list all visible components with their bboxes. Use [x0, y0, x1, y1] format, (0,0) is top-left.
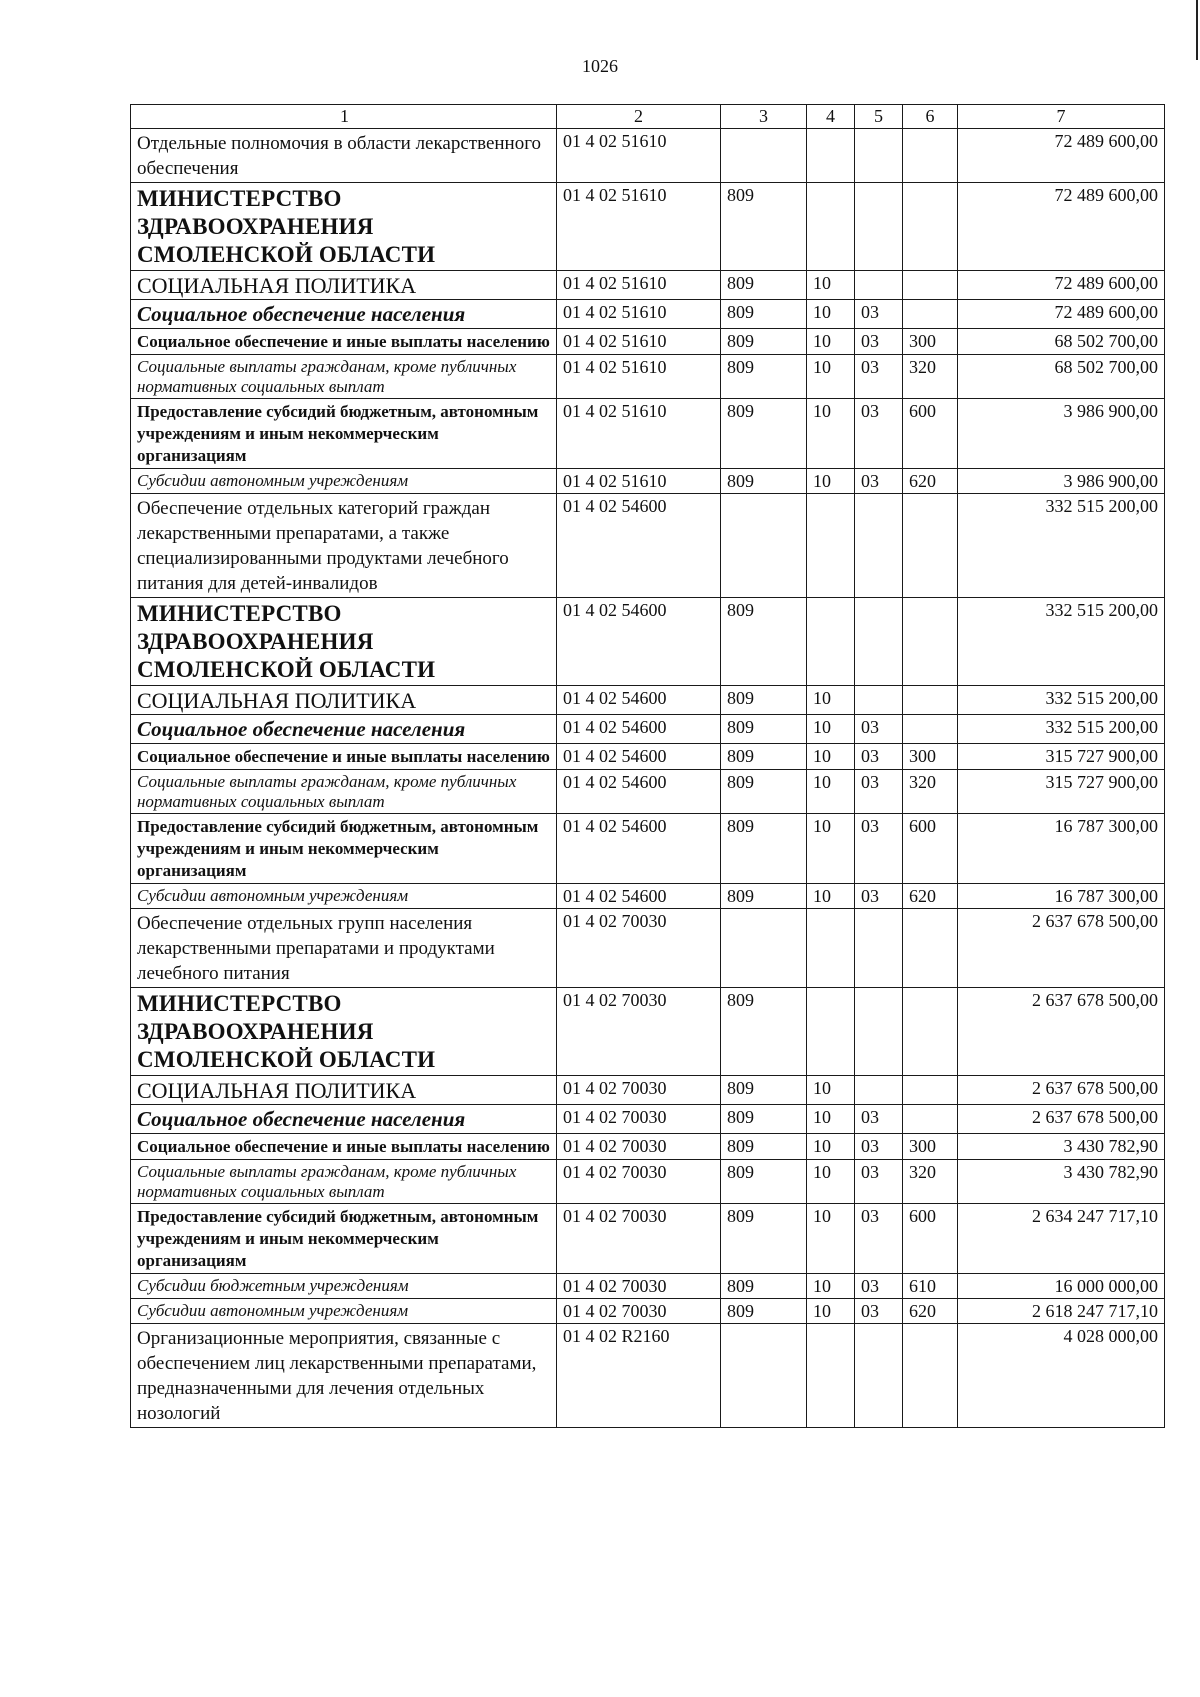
row-subsection-cell: 03: [855, 814, 903, 884]
row-section-cell: 10: [807, 715, 855, 744]
row-expense-type-cell: 600: [903, 399, 958, 469]
row-sum-cell: 72 489 600,00: [958, 300, 1165, 329]
row-code-cell: 01 4 02 54600: [557, 770, 721, 814]
table-row: [131, 183, 1165, 271]
table-row: [131, 129, 1165, 183]
row-gr-cell: 809: [721, 469, 807, 494]
row-sum-cell: 72 489 600,00: [958, 183, 1165, 271]
row-name-text: Социальное обеспечение и иные выплаты населению: [137, 747, 550, 766]
row-section-cell: [807, 988, 855, 1076]
row-code-cell: 01 4 02 70030: [557, 1076, 721, 1105]
row-expense-type-cell: 620: [903, 1299, 958, 1324]
row-sum-cell: 16 787 300,00: [958, 814, 1165, 884]
row-section-cell: [807, 129, 855, 183]
row-sum-cell: 3 986 900,00: [958, 399, 1165, 469]
row-expense-type-cell: [903, 1105, 958, 1134]
table-row: [131, 744, 1165, 770]
row-name-cell: [131, 1274, 557, 1299]
row-name-cell: [131, 744, 557, 770]
table-row: [131, 686, 1165, 715]
row-section-cell: 10: [807, 329, 855, 355]
row-code-cell: 01 4 02 54600: [557, 884, 721, 909]
row-name-text: Предоставление субсидий бюджетным, автономным учреждениям и иным некоммерческим организациям: [137, 817, 539, 880]
row-code-cell: 01 4 02 54600: [557, 494, 721, 598]
row-sum-cell: 3 430 782,90: [958, 1134, 1165, 1160]
row-name-text: Социальное обеспечение и иные выплаты населению: [137, 1137, 550, 1156]
row-sum-cell: 332 515 200,00: [958, 686, 1165, 715]
row-section-cell: 10: [807, 1204, 855, 1274]
row-gr-cell: 809: [721, 399, 807, 469]
row-code-cell: 01 4 02 R2160: [557, 1324, 721, 1428]
row-code-cell: 01 4 02 54600: [557, 715, 721, 744]
row-code-cell: 01 4 02 70030: [557, 1105, 721, 1134]
row-expense-type-cell: [903, 909, 958, 988]
scan-edge-mark: [1196, 0, 1198, 60]
header-cell-section: 4: [807, 105, 855, 129]
row-name-text: Социальные выплаты гражданам, кроме публичных нормативных социальных выплат: [137, 772, 517, 811]
row-code-cell: 01 4 02 70030: [557, 909, 721, 988]
row-subsection-cell: 03: [855, 355, 903, 399]
row-code-cell: 01 4 02 70030: [557, 1160, 721, 1204]
row-subsection-cell: [855, 183, 903, 271]
row-subsection-cell: [855, 988, 903, 1076]
table-row: [131, 715, 1165, 744]
row-name-text: МИНИСТЕРСТВО ЗДРАВООХРАНЕНИЯ СМОЛЕНСКОЙ ОБЛАСТИ: [137, 601, 436, 682]
row-name-text: Организационные мероприятия, связанные с обеспечением лиц лекарственными препаратами, предназначенными для лечения отдельных нозологий: [137, 1328, 537, 1424]
row-subsection-cell: [855, 1076, 903, 1105]
row-code-cell: 01 4 02 51610: [557, 329, 721, 355]
row-name-text: Отдельные полномочия в области лекарственного обеспечения: [137, 133, 542, 179]
row-gr-cell: 809: [721, 715, 807, 744]
table-row: [131, 355, 1165, 399]
row-gr-cell: 809: [721, 300, 807, 329]
row-name-cell: [131, 329, 557, 355]
row-section-cell: 10: [807, 770, 855, 814]
row-name-text: Социальные выплаты гражданам, кроме публичных нормативных социальных выплат: [137, 1162, 517, 1201]
row-section-cell: 10: [807, 1274, 855, 1299]
budget-table: [130, 104, 1165, 1428]
row-gr-cell: [721, 129, 807, 183]
row-name-cell: [131, 399, 557, 469]
table-row: [131, 988, 1165, 1076]
row-name-cell: [131, 686, 557, 715]
row-expense-type-cell: 300: [903, 329, 958, 355]
row-section-cell: 10: [807, 271, 855, 300]
row-code-cell: 01 4 02 51610: [557, 355, 721, 399]
table-body: [131, 105, 1165, 1428]
row-code-cell: 01 4 02 51610: [557, 271, 721, 300]
row-code-cell: 01 4 02 51610: [557, 469, 721, 494]
row-subsection-cell: [855, 909, 903, 988]
row-name-cell: [131, 355, 557, 399]
row-name-text: Субсидии автономным учреждениям: [137, 886, 409, 905]
row-expense-type-cell: [903, 715, 958, 744]
row-code-cell: 01 4 02 54600: [557, 598, 721, 686]
row-section-cell: 10: [807, 686, 855, 715]
table-row: [131, 1160, 1165, 1204]
row-code-cell: 01 4 02 54600: [557, 814, 721, 884]
row-section-cell: 10: [807, 1076, 855, 1105]
row-expense-type-cell: [903, 686, 958, 715]
row-sum-cell: 3 430 782,90: [958, 1160, 1165, 1204]
row-section-cell: 10: [807, 1134, 855, 1160]
row-section-cell: 10: [807, 469, 855, 494]
row-expense-type-cell: 300: [903, 744, 958, 770]
row-name-text: МИНИСТЕРСТВО ЗДРАВООХРАНЕНИЯ СМОЛЕНСКОЙ ОБЛАСТИ: [137, 186, 436, 267]
row-name-text: Социальное обеспечение населения: [137, 1107, 466, 1131]
row-sum-cell: 332 515 200,00: [958, 494, 1165, 598]
row-subsection-cell: 03: [855, 300, 903, 329]
row-name-text: СОЦИАЛЬНАЯ ПОЛИТИКА: [137, 1078, 417, 1103]
row-name-text: СОЦИАЛЬНАЯ ПОЛИТИКА: [137, 688, 417, 713]
row-subsection-cell: [855, 598, 903, 686]
row-expense-type-cell: [903, 1076, 958, 1105]
row-subsection-cell: 03: [855, 1160, 903, 1204]
header-cell-expense-type: 6: [903, 105, 958, 129]
row-section-cell: [807, 598, 855, 686]
table-row: [131, 1204, 1165, 1274]
row-name-cell: [131, 715, 557, 744]
row-name-cell: [131, 1299, 557, 1324]
row-gr-cell: 809: [721, 1134, 807, 1160]
row-expense-type-cell: [903, 494, 958, 598]
row-subsection-cell: 03: [855, 715, 903, 744]
row-name-cell: [131, 1105, 557, 1134]
row-subsection-cell: [855, 129, 903, 183]
row-gr-cell: [721, 1324, 807, 1428]
row-gr-cell: 809: [721, 183, 807, 271]
table-row: [131, 329, 1165, 355]
row-sum-cell: 315 727 900,00: [958, 770, 1165, 814]
row-code-cell: 01 4 02 54600: [557, 686, 721, 715]
table-row: [131, 1105, 1165, 1134]
row-expense-type-cell: [903, 183, 958, 271]
table-row: [131, 494, 1165, 598]
row-expense-type-cell: [903, 1324, 958, 1428]
row-gr-cell: 809: [721, 1105, 807, 1134]
row-gr-cell: 809: [721, 814, 807, 884]
row-sum-cell: 16 000 000,00: [958, 1274, 1165, 1299]
row-expense-type-cell: 600: [903, 814, 958, 884]
row-subsection-cell: [855, 494, 903, 598]
row-expense-type-cell: 320: [903, 1160, 958, 1204]
row-name-cell: [131, 770, 557, 814]
row-section-cell: 10: [807, 355, 855, 399]
row-name-cell: [131, 129, 557, 183]
row-sum-cell: 72 489 600,00: [958, 129, 1165, 183]
table-row: [131, 300, 1165, 329]
row-sum-cell: 4 028 000,00: [958, 1324, 1165, 1428]
row-code-cell: 01 4 02 70030: [557, 1274, 721, 1299]
table-row: [131, 399, 1165, 469]
row-code-cell: 01 4 02 51610: [557, 183, 721, 271]
row-name-cell: [131, 884, 557, 909]
table-row: [131, 1076, 1165, 1105]
row-name-cell: [131, 814, 557, 884]
row-name-text: МИНИСТЕРСТВО ЗДРАВООХРАНЕНИЯ СМОЛЕНСКОЙ ОБЛАСТИ: [137, 991, 436, 1072]
row-sum-cell: 3 986 900,00: [958, 469, 1165, 494]
row-section-cell: 10: [807, 744, 855, 770]
row-section-cell: [807, 909, 855, 988]
row-expense-type-cell: [903, 988, 958, 1076]
row-name-text: Субсидии бюджетным учреждениям: [137, 1276, 409, 1295]
row-subsection-cell: 03: [855, 770, 903, 814]
row-section-cell: [807, 1324, 855, 1428]
row-subsection-cell: 03: [855, 1274, 903, 1299]
row-subsection-cell: 03: [855, 1299, 903, 1324]
row-section-cell: 10: [807, 300, 855, 329]
row-gr-cell: 809: [721, 1160, 807, 1204]
row-section-cell: 10: [807, 1299, 855, 1324]
row-sum-cell: 68 502 700,00: [958, 329, 1165, 355]
row-name-text: Обеспечение отдельных групп населения лекарственными препаратами и продуктами лечебного питания: [137, 913, 495, 984]
row-gr-cell: 809: [721, 988, 807, 1076]
row-subsection-cell: 03: [855, 399, 903, 469]
row-code-cell: 01 4 02 51610: [557, 129, 721, 183]
row-section-cell: [807, 494, 855, 598]
row-gr-cell: [721, 494, 807, 598]
row-sum-cell: 68 502 700,00: [958, 355, 1165, 399]
table-row: [131, 814, 1165, 884]
row-section-cell: 10: [807, 1105, 855, 1134]
row-expense-type-cell: 320: [903, 770, 958, 814]
row-sum-cell: 315 727 900,00: [958, 744, 1165, 770]
table-row: [131, 598, 1165, 686]
row-code-cell: 01 4 02 51610: [557, 300, 721, 329]
row-section-cell: [807, 183, 855, 271]
row-gr-cell: 809: [721, 329, 807, 355]
row-name-text: Субсидии автономным учреждениям: [137, 1301, 409, 1320]
row-subsection-cell: 03: [855, 744, 903, 770]
row-section-cell: 10: [807, 814, 855, 884]
row-gr-cell: 809: [721, 598, 807, 686]
row-name-cell: [131, 1076, 557, 1105]
table-row: [131, 1324, 1165, 1428]
row-gr-cell: 809: [721, 1204, 807, 1274]
row-name-text: Обеспечение отдельных категорий граждан лекарственными препаратами, а также специализированными продуктами лечебного питания для детей-инвалидов: [137, 498, 509, 594]
table-header-row: [131, 105, 1165, 129]
row-expense-type-cell: [903, 129, 958, 183]
row-gr-cell: 809: [721, 686, 807, 715]
header-cell-name: 1: [131, 105, 557, 129]
row-gr-cell: [721, 909, 807, 988]
row-name-cell: [131, 909, 557, 988]
row-sum-cell: 2 637 678 500,00: [958, 1105, 1165, 1134]
row-sum-cell: 2 618 247 717,10: [958, 1299, 1165, 1324]
row-name-text: Предоставление субсидий бюджетным, автономным учреждениям и иным некоммерческим организациям: [137, 1207, 539, 1270]
row-subsection-cell: [855, 271, 903, 300]
row-subsection-cell: [855, 1324, 903, 1428]
row-sum-cell: 16 787 300,00: [958, 884, 1165, 909]
row-expense-type-cell: [903, 598, 958, 686]
row-name-cell: [131, 271, 557, 300]
page-number: 1026: [582, 56, 618, 76]
row-expense-type-cell: 620: [903, 884, 958, 909]
table-row: [131, 469, 1165, 494]
row-expense-type-cell: 620: [903, 469, 958, 494]
row-expense-type-cell: 300: [903, 1134, 958, 1160]
row-sum-cell: 2 637 678 500,00: [958, 1076, 1165, 1105]
row-expense-type-cell: [903, 271, 958, 300]
row-code-cell: 01 4 02 70030: [557, 1204, 721, 1274]
row-name-cell: [131, 183, 557, 271]
table-row: [131, 884, 1165, 909]
row-sum-cell: 2 637 678 500,00: [958, 988, 1165, 1076]
row-sum-cell: 332 515 200,00: [958, 598, 1165, 686]
table-row: [131, 770, 1165, 814]
row-name-cell: [131, 1160, 557, 1204]
row-name-cell: [131, 598, 557, 686]
row-section-cell: 10: [807, 399, 855, 469]
row-name-cell: [131, 494, 557, 598]
header-cell-subsection: 5: [855, 105, 903, 129]
row-expense-type-cell: 600: [903, 1204, 958, 1274]
row-expense-type-cell: 320: [903, 355, 958, 399]
row-name-text: Субсидии автономным учреждениям: [137, 471, 409, 490]
row-expense-type-cell: [903, 300, 958, 329]
row-name-text: Социальное обеспечение населения: [137, 302, 466, 326]
table-row: [131, 1299, 1165, 1324]
row-sum-cell: 2 634 247 717,10: [958, 1204, 1165, 1274]
row-gr-cell: 809: [721, 1299, 807, 1324]
row-subsection-cell: [855, 686, 903, 715]
row-sum-cell: 2 637 678 500,00: [958, 909, 1165, 988]
row-sum-cell: 332 515 200,00: [958, 715, 1165, 744]
row-name-cell: [131, 469, 557, 494]
row-code-cell: 01 4 02 70030: [557, 1134, 721, 1160]
row-name-text: Социальное обеспечение населения: [137, 717, 466, 741]
table-row: [131, 1274, 1165, 1299]
row-gr-cell: 809: [721, 355, 807, 399]
row-name-cell: [131, 300, 557, 329]
row-section-cell: 10: [807, 1160, 855, 1204]
row-subsection-cell: 03: [855, 884, 903, 909]
header-cell-sum: 7: [958, 105, 1165, 129]
row-code-cell: 01 4 02 70030: [557, 988, 721, 1076]
row-name-cell: [131, 1324, 557, 1428]
row-subsection-cell: 03: [855, 329, 903, 355]
row-name-cell: [131, 1134, 557, 1160]
row-subsection-cell: 03: [855, 1134, 903, 1160]
row-subsection-cell: 03: [855, 1105, 903, 1134]
row-gr-cell: 809: [721, 744, 807, 770]
row-expense-type-cell: 610: [903, 1274, 958, 1299]
row-name-text: Социальные выплаты гражданам, кроме публичных нормативных социальных выплат: [137, 357, 517, 396]
row-gr-cell: 809: [721, 271, 807, 300]
row-subsection-cell: 03: [855, 1204, 903, 1274]
row-subsection-cell: 03: [855, 469, 903, 494]
table-row: [131, 909, 1165, 988]
row-name-cell: [131, 1204, 557, 1274]
row-name-text: Предоставление субсидий бюджетным, автономным учреждениям и иным некоммерческим организациям: [137, 402, 539, 465]
row-code-cell: 01 4 02 51610: [557, 399, 721, 469]
header-cell-code: 2: [557, 105, 721, 129]
row-gr-cell: 809: [721, 1274, 807, 1299]
row-name-cell: [131, 988, 557, 1076]
row-gr-cell: 809: [721, 1076, 807, 1105]
row-section-cell: 10: [807, 884, 855, 909]
row-name-text: Социальное обеспечение и иные выплаты населению: [137, 332, 550, 351]
table-row: [131, 1134, 1165, 1160]
table-row: [131, 271, 1165, 300]
row-name-text: СОЦИАЛЬНАЯ ПОЛИТИКА: [137, 273, 417, 298]
row-sum-cell: 72 489 600,00: [958, 271, 1165, 300]
row-code-cell: 01 4 02 70030: [557, 1299, 721, 1324]
row-gr-cell: 809: [721, 770, 807, 814]
row-gr-cell: 809: [721, 884, 807, 909]
header-cell-gr: 3: [721, 105, 807, 129]
row-code-cell: 01 4 02 54600: [557, 744, 721, 770]
